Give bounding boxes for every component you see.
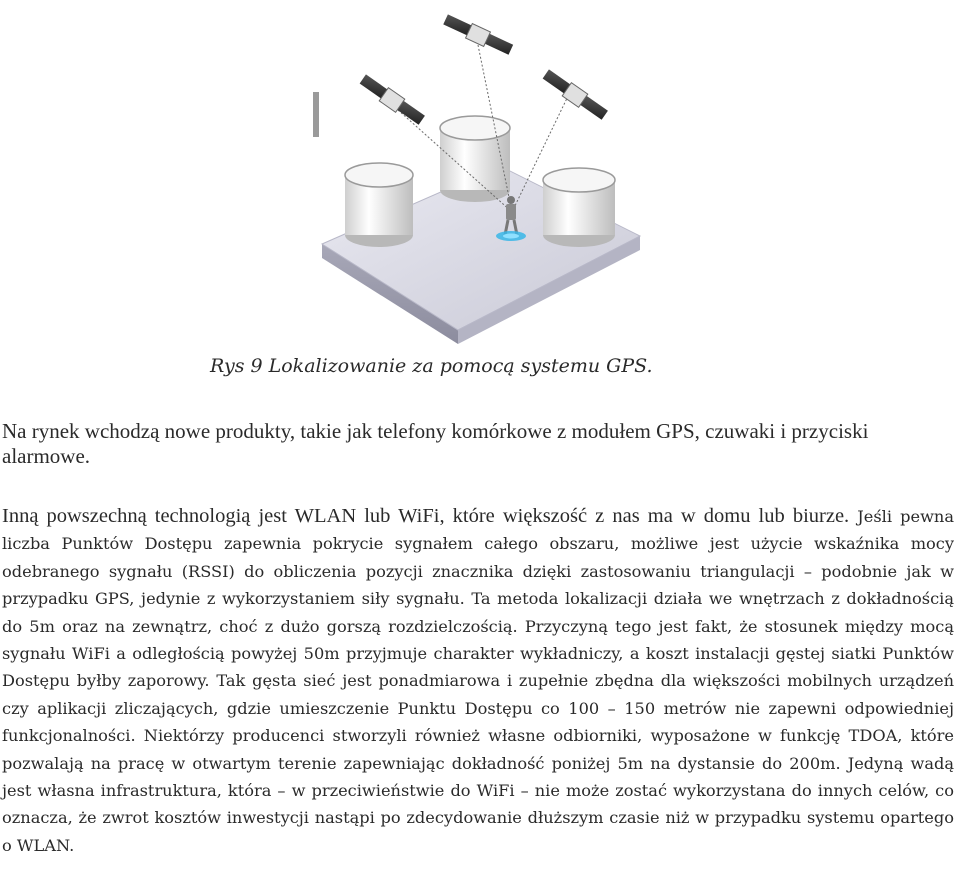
paragraph-products: Na rynek wchodzą nowe produkty, takie jak telefony komórkowe z modułem GPS, czuwaki i przyciski alarmowe.	[2, 419, 869, 468]
paragraph-wlan-lead: Inną powszechną technologią jest WLAN lub WiFi, które większość z nas ma w domu lub biurze.	[2, 505, 850, 527]
storage-tank-left	[345, 163, 413, 247]
satellite-icon	[358, 73, 426, 127]
satellite-icon	[541, 68, 609, 122]
paragraph-wlan	[2, 503, 954, 859]
gps-localization-illustration	[300, 0, 660, 345]
paragraph-wlan-body: Jeśli pewna liczba Punktów Dostępu zapewnia pokrycie sygnałem całego obszaru, możliwe jest użycie wskaźnika mocy odebranego sygnału (RSSI) do obliczenia pozycji znacznika dzięki zastosowaniu triangulacji – podobnie jak w przypadku GPS, jedynie z wykorzystaniem siły sygnału. Ta metoda lokalizacji działa we wnętrzach z dokładnością do 5m oraz na zewnątrz, choć z dużo gorszą rozdzielczością. Przyczyną tego jest fakt, że stosunek między mocą sygnału WiFi a odległością powyżej 50m przyjmuje charakter wykładniczy, a koszt instalacji gęstej siatki Punktów Dostępu byłby zaporowy. Tak gęsta sieć jest ponadmiarowa i zupełnie zbędna dla większości mobilnych urządzeń czy aplikacji zliczających, gdzie umieszczenie Punktu Dostępu co 100 – 150 metrów nie zapewni odpowiedniej funkcjonalności. Niektórzy producenci stworzyli również własne odbiorniki, wyposażone w funkcję TDOA, które pozwalają na pracę w otwartym terenie zapewniając dokładność poniżej 5m na dystansie do 200m. Jedyną wadą jest własna infrastruktura, która – w przeciwieństwie do WiFi – nie może zostać wykorzystana do innych celów, co oznacza, że zwrot kosztów inwestycji nastąpi po zdecydowanie dłuższym czasie niż w przypadku systemu opartego o WLAN.	[2, 507, 954, 855]
satellite-icon	[442, 13, 514, 58]
figure-caption: Rys 9 Lokalizowanie za pomocą systemu GPS.	[210, 355, 653, 377]
storage-tank-right	[543, 168, 615, 247]
storage-tank-middle	[440, 116, 510, 202]
